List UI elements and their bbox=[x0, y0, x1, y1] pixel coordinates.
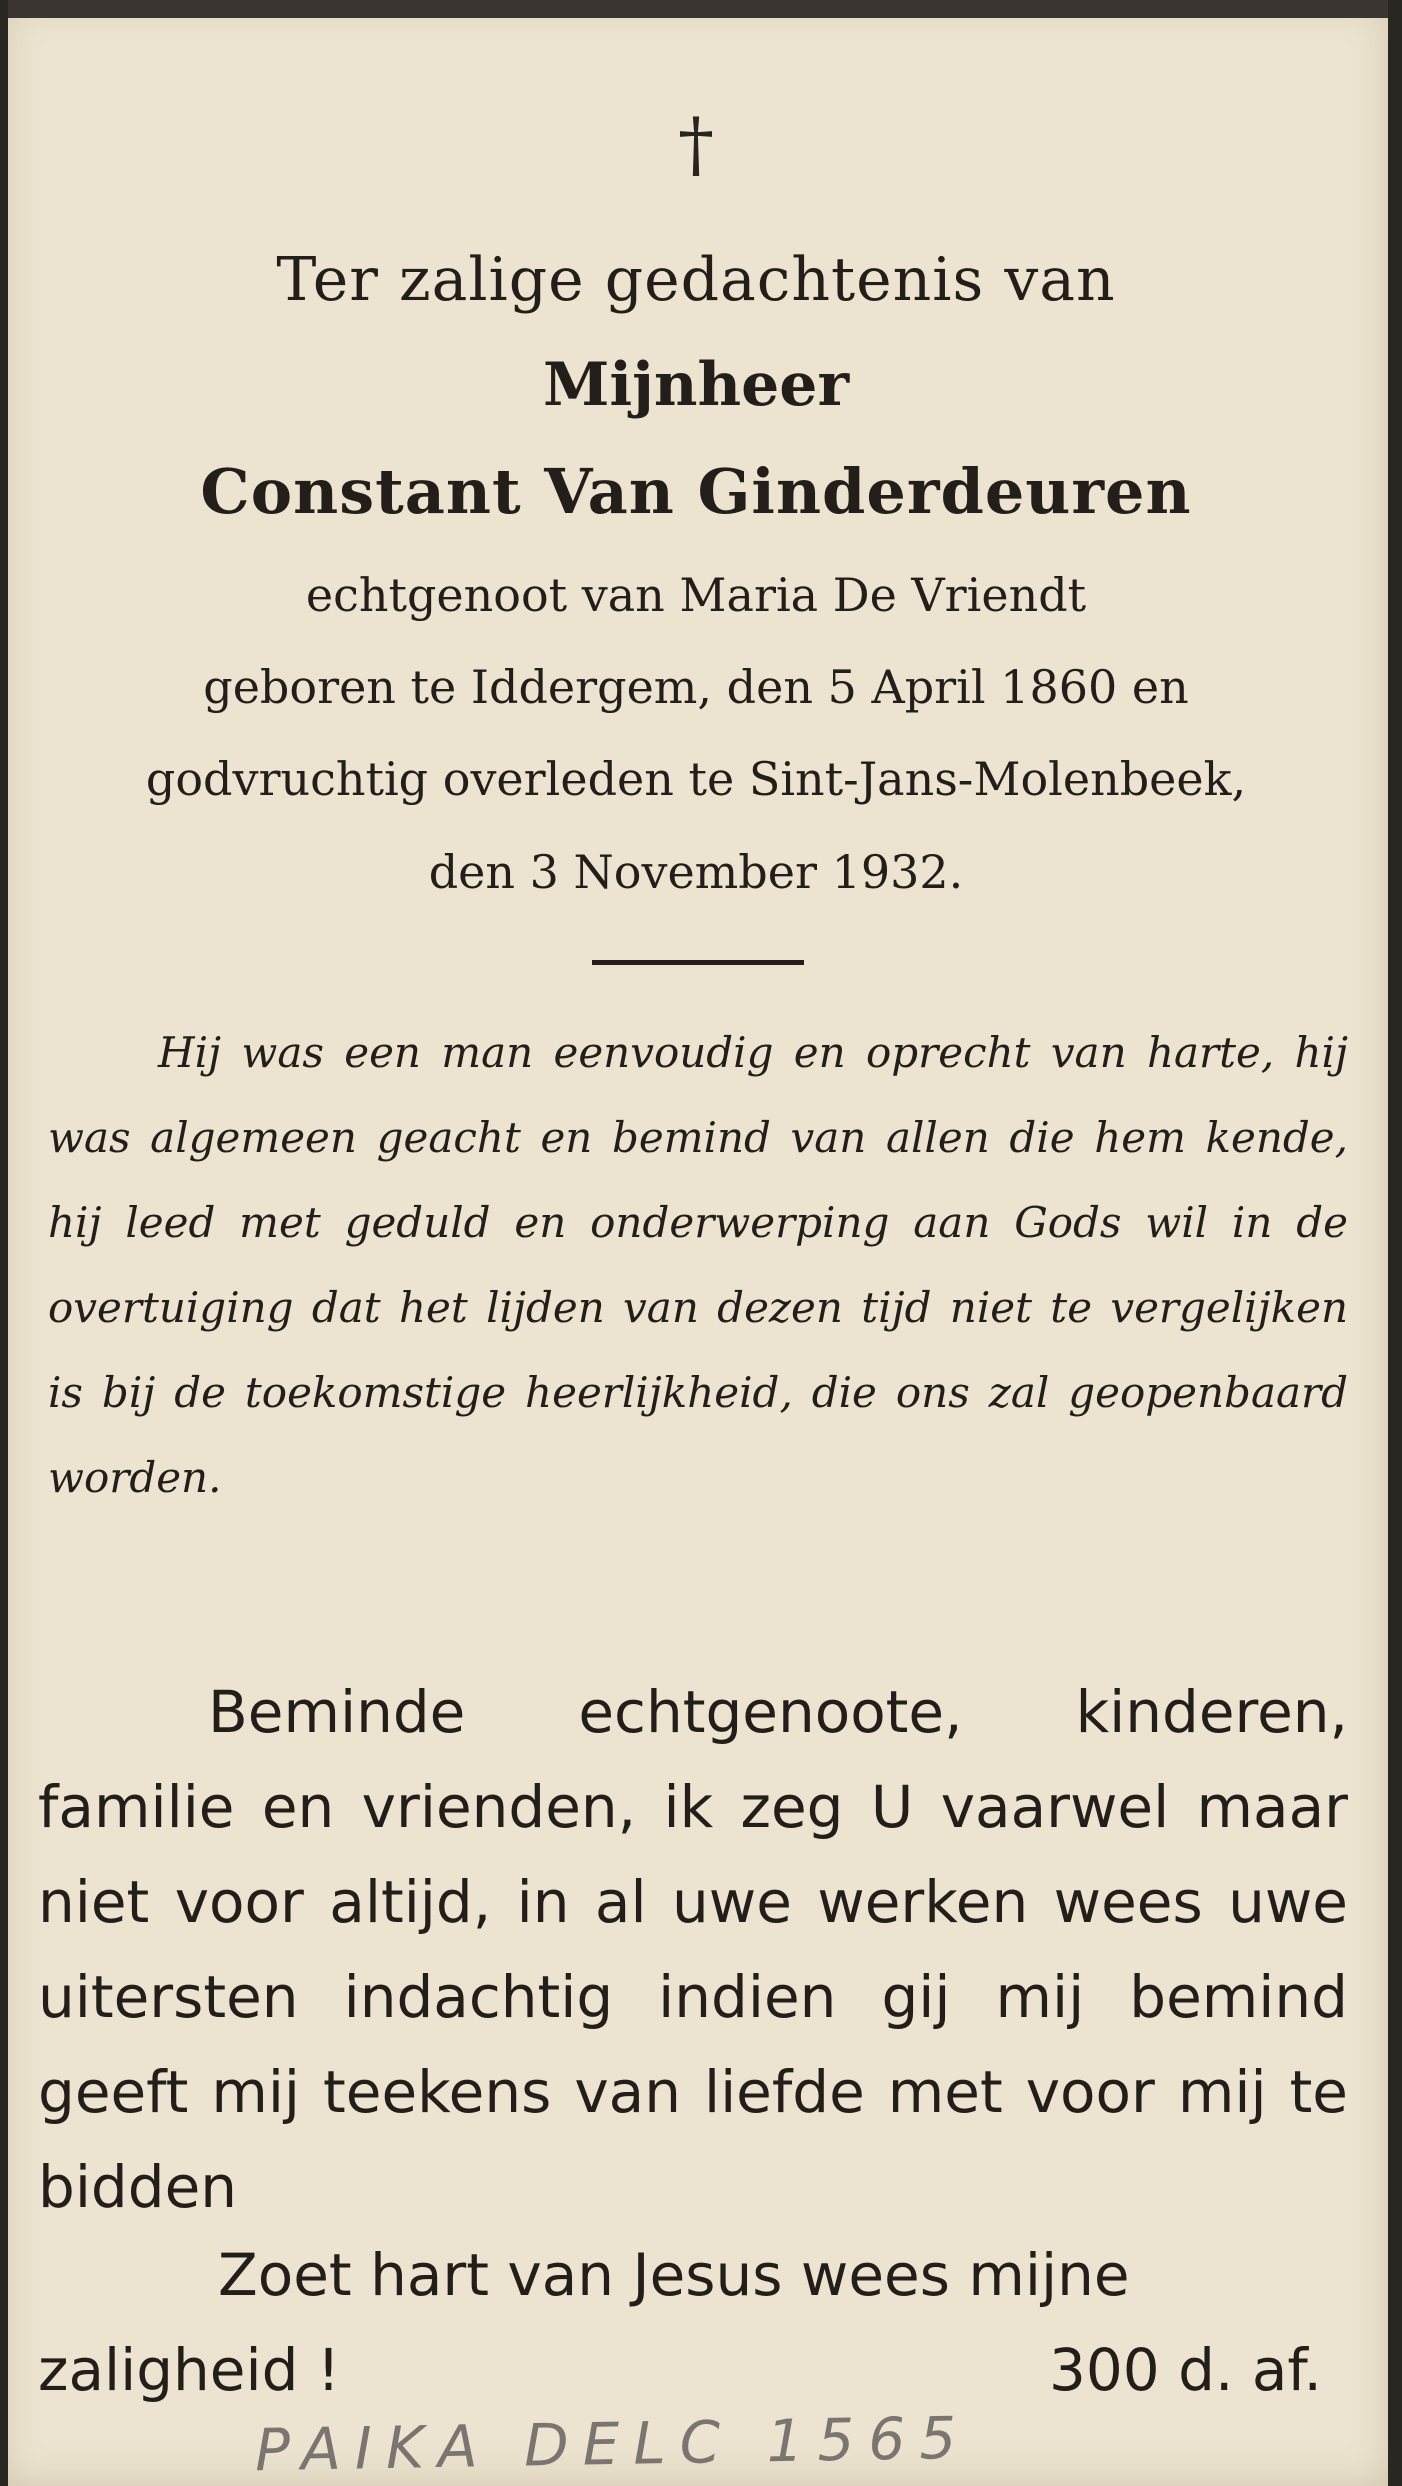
spouse-line: echtgenoot van Maria De Vriendt bbox=[305, 568, 1087, 622]
honorific: Mijnheer bbox=[542, 350, 850, 420]
birth-line: geboren te Iddergem, den 5 April 1860 en bbox=[203, 660, 1189, 714]
prayer-text: Zoet hart van Jesus wees mijne zaligheid ! bbox=[38, 2241, 1130, 2404]
scan-edge-top bbox=[0, 0, 1402, 18]
divider bbox=[592, 960, 804, 965]
farewell-paragraph: Beminde echtgenoote, kinderen, familie en vrienden, ik zeg U vaarwel maar niet voor altijd, in al uwe werken wees uwe uitersten indachtig indien gij mij bemind geeft mij teekens van liefde met voor mij te bidden bbox=[38, 1678, 1348, 2221]
verse-paragraph: Hij was een man eenvoudig en oprecht van harte, hij was algemeen geacht en bemind van allen die hem kende, hij leed met geduld en onderwerping aan Gods wil in de overtuiging dat het lijden van dezen tijd niet te vergelijken is bij de toekomstige heerlijkheid, die ons zal geopenbaard worden. bbox=[48, 1028, 1348, 1502]
scan-edge-left bbox=[0, 0, 8, 2486]
cross-icon: † bbox=[678, 102, 714, 186]
indulgence-note: 300 d. af. bbox=[1048, 2336, 1322, 2404]
scan-edge-right bbox=[1388, 0, 1402, 2486]
deceased-name: Constant Van Ginderdeuren bbox=[200, 455, 1192, 528]
death-line: godvruchtig overleden te Sint-Jans-Molenbeek, bbox=[145, 752, 1247, 806]
memorial-title: Ter zalige gedachtenis van bbox=[276, 245, 1116, 315]
handwritten-note: PAIKA DELC 1565 bbox=[254, 2403, 971, 2485]
death-date: den 3 November 1932. bbox=[428, 845, 964, 899]
